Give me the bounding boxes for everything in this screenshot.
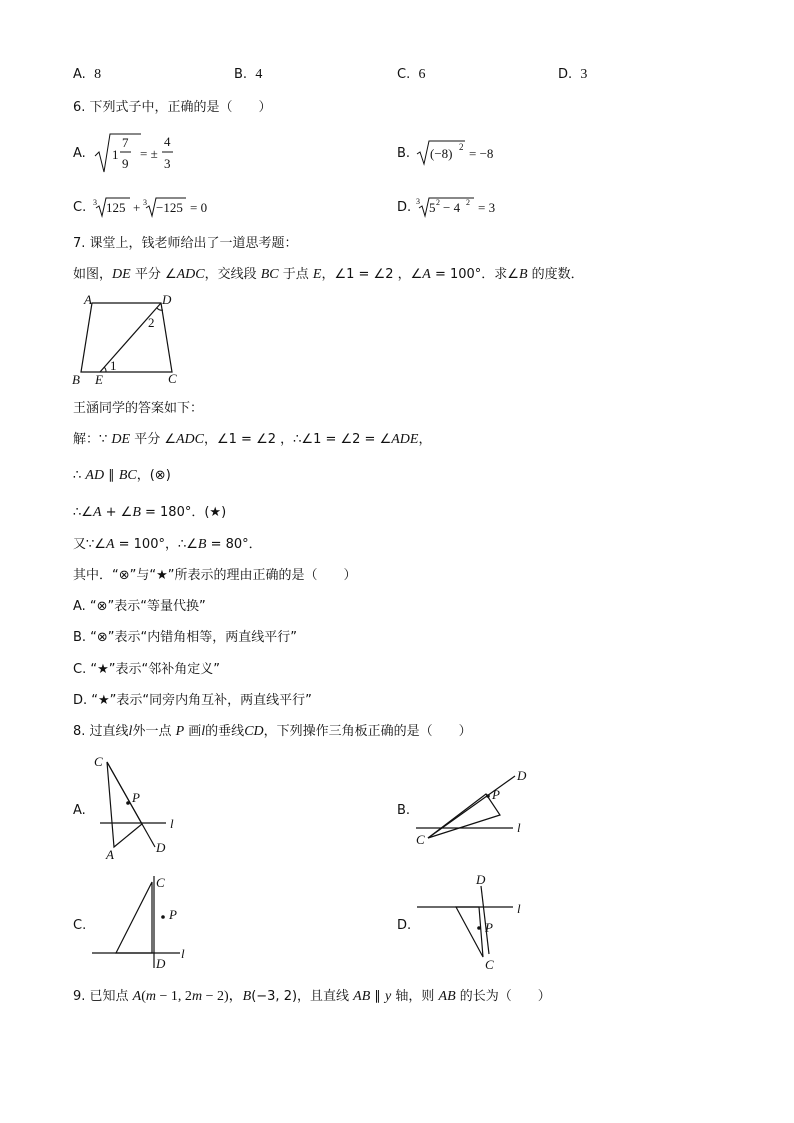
fraction-numerator: 7 [122,135,129,150]
q6-option-d-formula [416,195,516,221]
option-letter: A. [73,67,86,82]
root-index: 3 [416,197,420,206]
var: AD [85,468,105,483]
label-c: C [168,371,177,386]
text: = 100°．求∠ [430,267,519,282]
parallel-sign: ∥ [370,989,386,1004]
var: l [201,724,206,739]
radicand-1: 125 [106,200,126,215]
label-p: P [132,790,140,805]
label-d: D [517,768,527,783]
q7-answer-intro: 王涵同学的答案如下： [73,401,204,416]
text: ，下列操作三角板正确的是（ ） [263,724,472,739]
text: 平分 ∠ [130,267,177,282]
q5-option-a [73,66,101,84]
label-d: D [476,872,486,887]
angle-1-label: 1 [110,358,117,373]
var: B [242,989,252,1004]
option-letter: B. [234,67,248,82]
label-l: l [181,946,185,961]
text: 平分 ∠ [130,432,176,447]
q9-stem [73,988,551,1006]
minus-base: − 4 [443,200,461,215]
q7-trapezoid-figure [70,292,190,388]
var: ADC [176,267,205,282]
text: + ∠ [101,505,133,520]
label-a: A [84,292,92,307]
q5-option-c [397,66,425,84]
q7-choice-a: A. “⊗”表示“等量代换” [73,599,206,614]
var: A [92,505,102,520]
label-p: P [169,907,177,922]
q8-option-a-figure [90,752,190,864]
label-d: D [162,292,172,307]
option-value: 4 [255,67,263,82]
q8-option-c-figure [90,870,200,976]
q6-option-a-formula [93,130,173,176]
equals-plusminus: = ± [140,146,158,161]
q6-option-b-letter: B. [397,146,411,161]
label-p: P [485,920,493,935]
label-l: l [517,820,521,835]
var: E [312,267,322,282]
exponent: 2 [459,142,464,152]
label-c: C [485,957,494,972]
text: = 180°．(★) [140,505,227,520]
parallel-sign: ∥ [104,468,119,483]
q6-option-d-letter: D. [397,200,412,215]
text: − 1, 2 [156,989,192,1004]
rhs-denominator: 3 [164,156,171,171]
mixed-whole: 1 [112,147,119,162]
q6-option-b-formula [415,138,505,168]
text: ∴∠ [73,505,93,520]
text: 的长为（ ） [455,989,551,1004]
text: 如图， [73,267,113,282]
var: A [105,537,115,552]
fraction-denominator: 9 [122,156,129,171]
label-p: P [492,787,500,802]
q7-solution-line-2 [73,467,171,485]
plus-sign: + [133,200,141,215]
text: ，交线段 [204,267,261,282]
rhs: = 0 [190,200,208,215]
angle-2-label: 2 [148,315,155,330]
q8-option-d-figure [413,870,533,976]
var: m [191,989,203,1004]
text: = 100°，∴∠ [114,537,198,552]
text: ，∠1 = ∠2 ，∠ [321,267,423,282]
q7-choice-b: B. “⊗”表示“内错角相等，两直线平行” [73,630,298,645]
label-c: C [156,875,165,890]
radicand: (−8) [430,146,453,161]
q7-choice-c: C. “★”表示“邻补角定义” [73,662,220,677]
text: 解：∵ [73,432,112,447]
var: CD [244,724,264,739]
text: 画 [184,724,202,739]
q8-option-c-letter: C. [73,918,87,933]
var: B [197,537,207,552]
text: 外一点 [132,724,176,739]
text: 8. 过直线 [73,724,129,739]
var: m [145,989,157,1004]
var: AB [438,989,456,1004]
radicand-2: −125 [156,200,183,215]
q5-option-b [234,66,262,84]
q6-stem: 6. 下列式子中，正确的是（ ） [73,100,272,115]
var: B [518,267,528,282]
var: A [132,989,142,1004]
root-index: 3 [93,198,97,207]
var: y [385,989,392,1004]
var: ADC [176,432,204,447]
q7-choice-d: D. “★”表示“同旁内角互补，两直线平行” [73,693,312,708]
label-c: C [94,754,103,769]
text: 又∵∠ [73,537,106,552]
var: DE [111,432,131,447]
var: l [128,724,133,739]
text: ， [418,432,432,447]
var: ADE [391,432,419,447]
text: ，∠1 = ∠2 ，∴∠1 = ∠2 = ∠ [204,432,392,447]
q8-option-b-letter: B. [397,803,411,818]
option-letter: D. [558,67,573,82]
q8-stem [73,723,472,741]
text: 9. 已知点 [73,989,133,1004]
var: AB [353,989,371,1004]
exponent-1: 2 [436,198,440,207]
option-value: 8 [94,67,102,82]
q6-option-c-formula [93,196,223,220]
label-b: B [72,372,80,387]
rhs: = −8 [469,146,494,161]
var: B [132,505,141,520]
var: DE [112,267,131,282]
label-d: D [156,956,166,971]
q5-option-d [558,66,587,84]
q7-question: 其中．“⊗”与“★”所表示的理由正确的是（ ） [73,568,357,583]
label-l: l [170,816,174,831]
option-letter: C. [397,67,411,82]
var: A [422,267,431,282]
q6-option-a-letter: A. [73,146,86,161]
q6-option-c-letter: C. [73,200,87,215]
text: = 80°． [206,537,262,552]
label-e: E [95,372,103,387]
label-a: A [106,847,114,862]
rhs-numerator: 4 [164,134,171,149]
q7-problem [73,266,584,284]
q7-stem: 7. 课堂上，钱老师给出了一道思考题： [73,236,298,251]
var: P [175,724,185,739]
rhs: = 3 [478,200,496,215]
q7-solution-line-1 [73,431,431,449]
q7-solution-line-4 [73,536,262,554]
exponent-2: 2 [466,198,470,207]
label-c: C [416,832,425,847]
label-d: D [156,840,166,855]
text: − 2)， [202,989,243,1004]
text: 的垂线 [205,724,245,739]
var: BC [118,468,137,483]
text: 轴，则 [391,989,439,1004]
q8-option-b-figure [410,766,535,846]
option-value: 6 [418,67,426,82]
option-value: 3 [580,67,588,82]
q8-option-a-letter: A. [73,803,86,818]
text: 于点 [278,267,313,282]
text: 的度数． [527,267,584,282]
var: BC [260,267,279,282]
base-a: 5 [429,200,436,215]
text: ( [141,989,146,1004]
root-index: 3 [143,198,147,207]
q7-solution-line-3 [73,504,226,522]
label-l: l [517,901,521,916]
text: ，(⊗) [136,468,171,483]
q8-option-d-letter: D. [397,918,412,933]
text: (−3, 2)，且直线 [251,989,354,1004]
text: ∴ [73,468,86,483]
